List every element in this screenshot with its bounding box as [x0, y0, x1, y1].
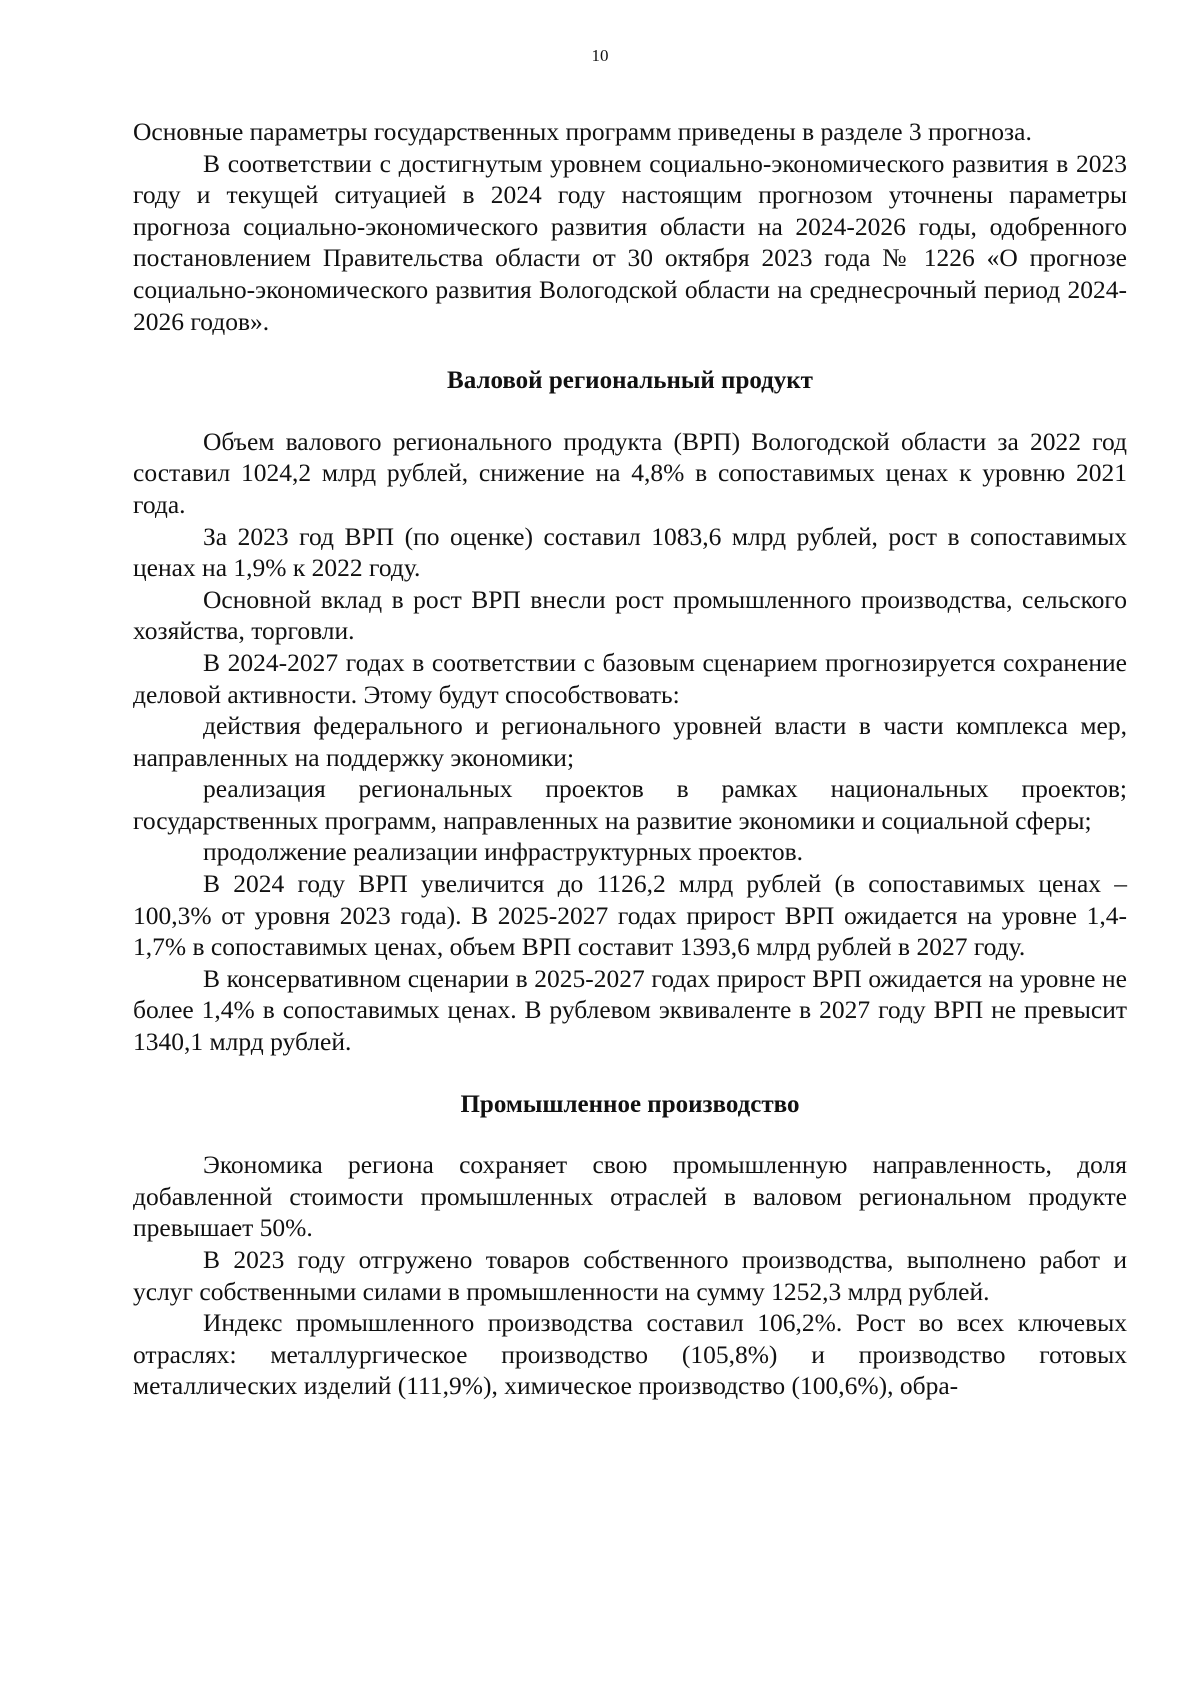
- grp-paragraph: За 2023 год ВРП (по оценке) составил 1083,6 млрд рублей, рост в сопоставимых ценах на 1,9% к 2022 году.: [133, 521, 1127, 583]
- grp-list-item: действия федерального и регионального уровней власти в части комплекса мер, направленных на поддержку экономики;: [133, 711, 1127, 772]
- section-heading-grp: Валовой региональный продукт: [447, 367, 813, 395]
- grp-paragraph: Основной вклад в рост ВРП внесли рост промышленного производства, сельского хозяйства, торговли.: [133, 584, 1127, 646]
- industry-paragraph: В 2023 году отгружено товаров собственного производства, выполнено работ и услуг собственными силами в промышленности на сумму 1252,3 млрд рублей.: [133, 1245, 1127, 1306]
- section-heading-industry: Промышленное производство: [460, 1090, 800, 1118]
- grp-paragraph: В консервативном сценарии в 2025-2027 годах прирост ВРП ожидается на уровне не более 1,4% в сопоставимых ценах. В рублевом эквиваленте в 2027 году ВРП не превысит 1340,1 млрд рублей.: [133, 963, 1127, 1057]
- intro-paragraph-1: Основные параметры государственных программ приведены в разделе 3 прогноза.: [133, 117, 1032, 146]
- grp-paragraph: Объем валового регионального продукта (ВРП) Вологодской области за 2022 год составил 1024,2 млрд рублей, снижение на 4,8% в сопоставимых ценах к уровню 2021 года.: [133, 426, 1127, 519]
- grp-list-item: продолжение реализации инфраструктурных проектов.: [203, 837, 803, 867]
- intro-paragraph-2: В соответствии с достигнутым уровнем социально-экономического развития в 2023 году и текущей ситуацией в 2024 году настоящим прогнозом уточнены параметры прогноза социально-экономического развития области на 2024-2026 годы, одобренного постановлением Правительства области от 30 октября 2023 года № 1226 «О прогнозе социально-экономического развития Вологодской области на среднесрочный период 2024-2026 годов».: [133, 148, 1127, 336]
- industry-paragraph: Индекс промышленного производства составил 106,2%. Рост во всех ключевых отраслях: металлургическое производство (105,8%) и производство готовых металлических изделий (111,9%), химическое производство (100,6%), обра-: [133, 1308, 1127, 1401]
- industry-paragraph: Экономика региона сохраняет свою промышленную направленность, доля добавленной стоимости промышленных отраслей в валовом региональном продукте превышает 50%.: [133, 1150, 1127, 1243]
- page-number: 10: [591, 46, 609, 65]
- grp-paragraph: В 2024 году ВРП увеличится до 1126,2 млрд рублей (в сопоставимых ценах – 100,3% от уровня 2023 года). В 2025-2027 годах прирост ВРП ожидается на уровне 1,4-1,7% в сопоставимых ценах, объем ВРП составит 1393,6 млрд рублей в 2027 году.: [133, 869, 1127, 962]
- document-body: [133, 116, 1127, 1402]
- grp-list-item: реализация региональных проектов в рамках национальных проектов; государственных программ, направленных на развитие экономики и социальной сферы;: [133, 774, 1127, 835]
- grp-paragraph: В 2024-2027 годах в соответствии с базовым сценарием прогнозируется сохранение деловой активности. Этому будут способствовать:: [133, 647, 1127, 709]
